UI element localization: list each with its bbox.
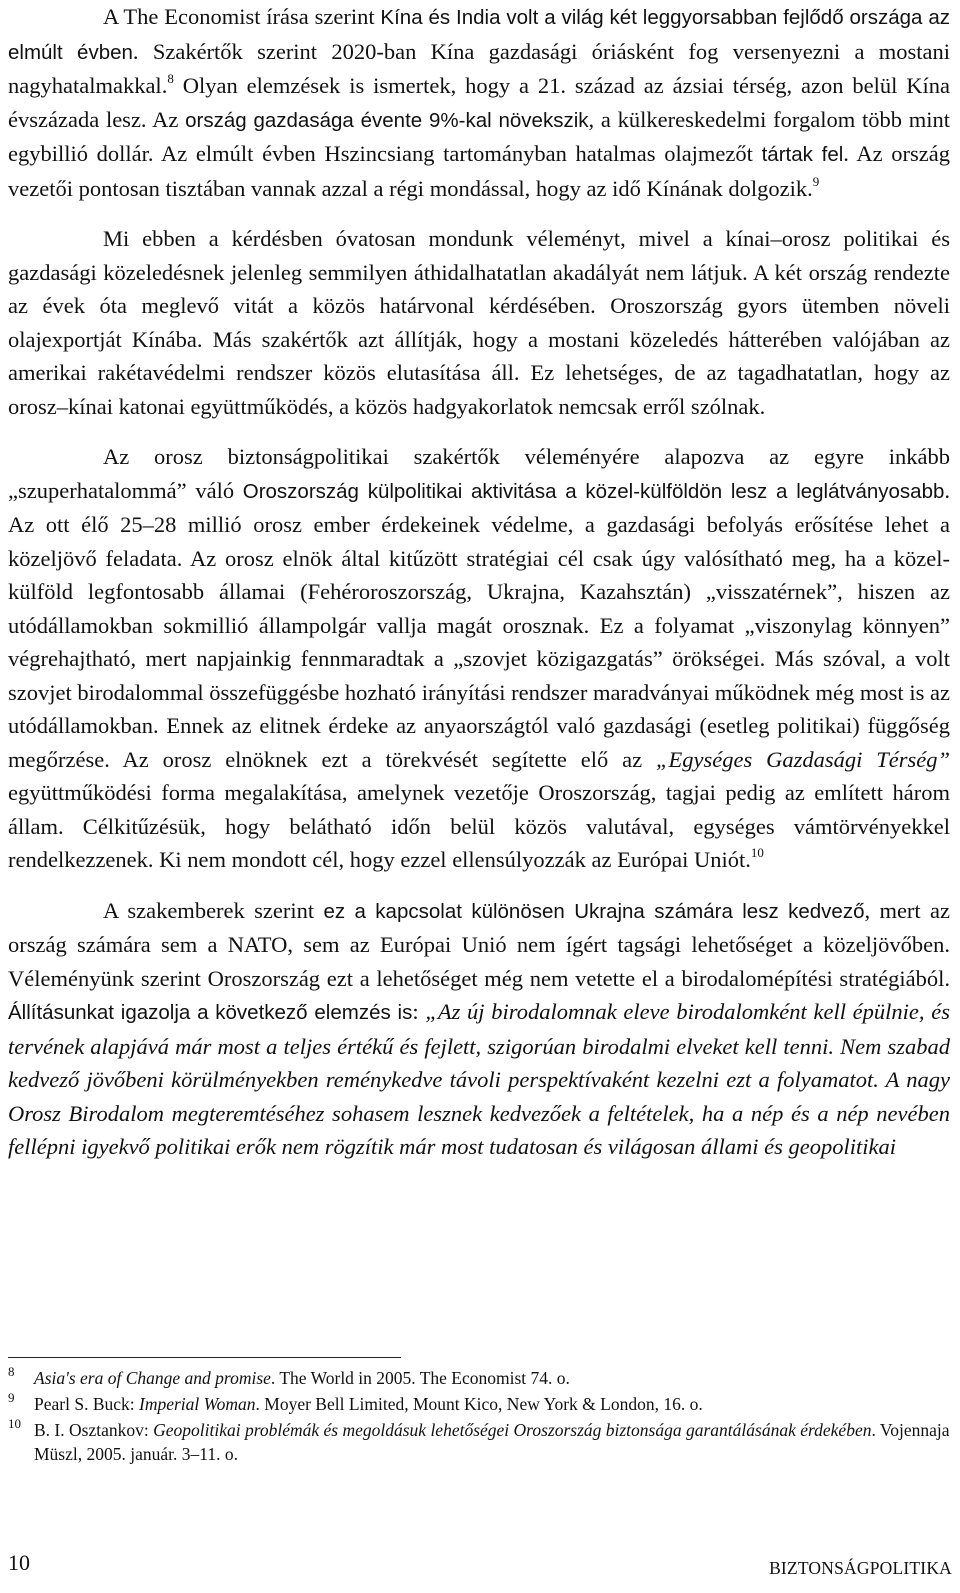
- text-run: Az orosz biztonságpolitikai szakértők véleményére alapozva az egyre inkább „szuperhatalommá” váló: [8, 444, 950, 503]
- paragraph-1: [8, 0, 950, 205]
- footnote-text: . Moyer Bell Limited, Mount Kico, New York & London, 16. o.: [255, 1394, 703, 1414]
- text-run: . Az ott élő 25–28 millió orosz ember érdekeinek védelme, a gazdasági befolyás erősítése lehet a közeljövő feladata. Az orosz elnök által kitűzött stratégiai cél csak úgy valósítható meg, ha a közel-külföld legfontosabb államai (Fehéroroszország, Ukrajna, Kazahsztán) „visszatérnek”, hiszen az utódállamokban sokmillió állampolgár vallja magát orosznak. Ez a folyamat „viszonylag könnyen” végrehajtható, mert napjainkig fennmaradtak a „szovjet közigazgatás” örökségei. Más szóval, a volt szovjet birodalommal összefüggésbe hozható irányítási rendszer maradványai működnek még most is az utódállamokban. Ennek az elitnek érdeke az anyaországtól való gazdasági (esetleg politikai) függőség megőrzése. Az orosz elnöknek ezt a törekvését segítette elő az: [8, 477, 950, 772]
- quote-italic: „Az új birodalomnak eleve birodalomként kell épülnie, és tervének alapjává már most a teljes értékű és fejlett, szigorúan birodalmi elveket kell tenni. Nem szabad kedvező jövőbeni körülményekben reménykedve távoli perspektívaként kezelni ezt a folyamatot. A nagy Orosz Birodalom megteremtéséhez sohasem lesznek kedvezőek a feltételek, ha a nép és a nép nevében fellépni igyekvő politikai erők nem rögzítik már most tudatosan és világosan állami és geopolitikai: [8, 999, 950, 1159]
- footnote-separator: [8, 1357, 401, 1358]
- text-run: . Az ország vezetői pontosan tisztában vannak azzal a régi mondással, hogy az idő Kínának dolgozik.: [8, 141, 950, 201]
- footnotes: [8, 1366, 950, 1468]
- paragraph-3: [8, 440, 950, 877]
- journal-name: BIZTONSÁGPOLITIKA: [769, 1558, 952, 1578]
- footnote-number: 8: [8, 1364, 15, 1379]
- page-number: 10: [8, 1550, 30, 1575]
- text-run: , a külkereskedelmi forgalom több mint egybillió dollár. Az elmúlt évben Hszincsiang tartományban hatalmas olajmezőt: [8, 106, 950, 166]
- highlight-run: Kína és India volt a világ két leggyorsabban fejlődő országa az elmúlt évben: [8, 6, 950, 64]
- highlight-run: Oroszország külpolitikai aktivitása a közel-külföldön lesz a leglátványosabb: [242, 479, 945, 503]
- footnote-title: Geopolitikai problémák és megoldásuk lehetőségei Oroszország biztonsága garantálásának érdekében: [153, 1420, 872, 1440]
- footnote-text: . The World in 2005. The Economist 74. o.: [270, 1368, 570, 1388]
- footnote-8: [8, 1366, 950, 1390]
- body-text: [8, 0, 950, 1181]
- footnote-text: B. I. Osztankov:: [34, 1420, 154, 1440]
- footnote-text: Pearl S. Buck:: [34, 1394, 139, 1414]
- text-run: , mert az ország számára sem a NATO, sem az Európai Unió nem ígért tagsági lehetőséget a közeljövőben. Véleményünk szerint Oroszország ezt a lehetőséget még nem vetette el a birodalomépítési stratégiából.: [8, 897, 950, 991]
- text-run: A The Economist írása szerint: [103, 4, 381, 29]
- highlight-run: Állításunkat igazolja a következő elemzés is: [8, 1001, 413, 1024]
- footnote-ref[interactable]: 8: [167, 71, 174, 86]
- footnote-text: . Vojennaja Müszl, 2005. január. 3–11. o.: [34, 1420, 950, 1464]
- highlight-run: ország gazdasága évente 9%-kal növekszik: [185, 108, 589, 132]
- highlight-run: tártak fel: [761, 143, 844, 166]
- highlight-run: ez a kapcsolat különösen Ukrajna számára lesz kedvező: [323, 899, 865, 923]
- footnote-ref[interactable]: 10: [750, 845, 764, 860]
- text-run: együttműködési forma megalakítása, amelynek vezetője Oroszország, tagjai pedig az említett három állam. Célkitűzésük, hogy belátható időn belül közös valutával, egységes vámtörvényekkel rendelkezzenek. Ki nem mondott cél, hogy ezzel ellensúlyozzák az Európai Uniót.: [8, 780, 950, 872]
- footnote-10: [8, 1418, 950, 1466]
- footnote-9: [8, 1392, 950, 1416]
- footnote-title: Asia's era of Change and promise: [34, 1368, 271, 1388]
- footnote-title: Imperial Woman: [139, 1394, 256, 1414]
- footnote-number: 9: [8, 1390, 15, 1405]
- text-run: Olyan elemzések is ismertek, hogy a 21. század az ázsiai térség, azon belül Kína évszázada lesz. Az: [8, 73, 950, 132]
- footnote-number: 10: [8, 1416, 21, 1431]
- text-run: Mi ebben a kérdésben óvatosan mondunk véleményt, mivel a kínai–orosz politikai és gazdasági közeledésnek jelenleg semmilyen áthidalhatatlan akadályát nem látjuk. A két ország rendezte az évek óta meglevő vitát a közös határvonal kérdésében. Oroszország gyors ütemben növeli olajexportját Kínába. Más szakértők azt állítják, hogy a mostani közeledés hátterében valójában az amerikai rakétavédelmi rendszer közös elutasítása áll. Ez lehetséges, de az tagadhatatlan, hogy az orosz–kínai katonai együttműködés, a közös hadgyakorlatok nemcsak erről szólnak.: [8, 226, 950, 419]
- text-run: A szakemberek szerint: [103, 897, 324, 923]
- paragraph-2: [8, 222, 950, 423]
- page-footer: [8, 1550, 952, 1590]
- italic-run: „Egységes Gazdasági Térség”: [655, 746, 950, 772]
- footnote-ref[interactable]: 9: [812, 173, 820, 189]
- text-run: :: [412, 999, 426, 1024]
- text-run: . Szakértők szerint 2020-ban Kína gazdasági óriásként fog versenyezni a mostani nagyhatalmakkal.: [8, 38, 950, 98]
- paragraph-4: [8, 894, 950, 1164]
